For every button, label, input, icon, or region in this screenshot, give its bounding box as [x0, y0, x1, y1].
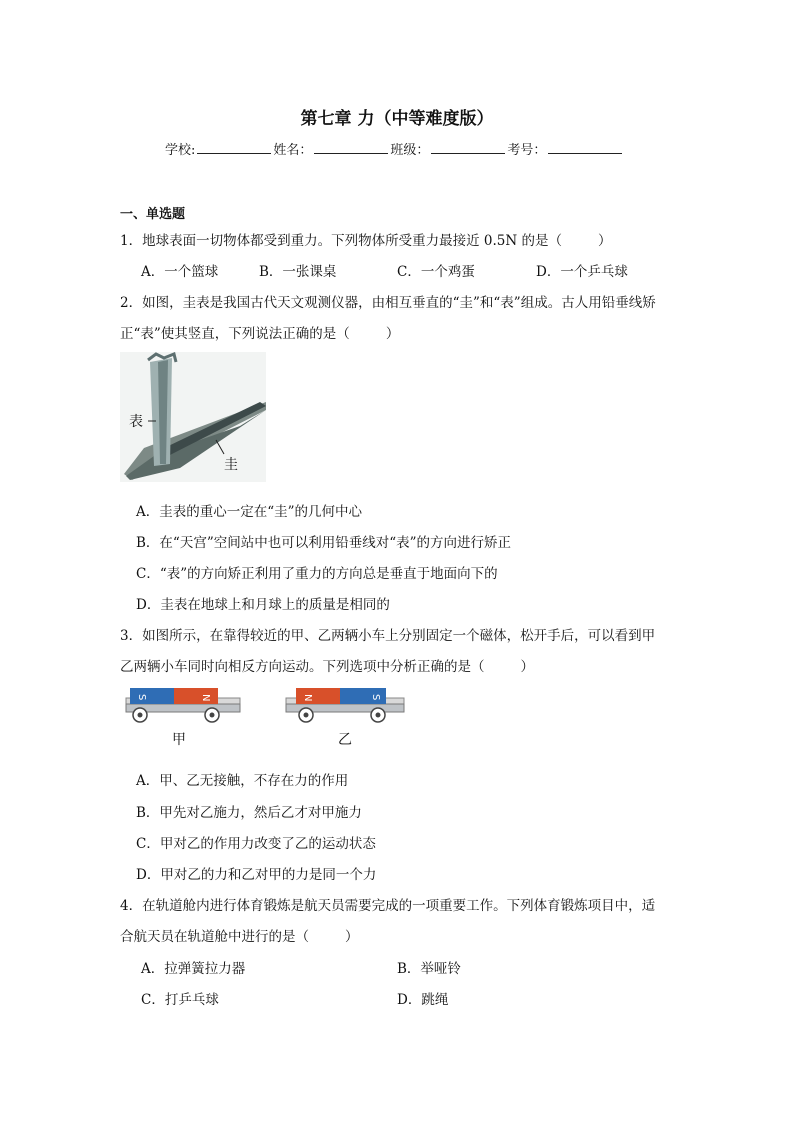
q2-option-a: A．圭表的重心一定在“圭”的几何中心 [136, 504, 363, 520]
cart-a [126, 688, 240, 748]
cart-b [286, 688, 404, 748]
school-blank [197, 141, 271, 154]
q3-stem-line1: 3．如图所示，在靠得较近的甲、乙两辆小车上分别固定一个磁体，松开手后，可以看到甲 [120, 628, 656, 644]
q3-stem-line2 [120, 655, 534, 675]
page-title: 第七章 力（中等难度版） [300, 109, 494, 129]
q3-stem-line2-text: 乙两辆小车同时向相反方向运动。下列选项中分析正确的是（ [120, 659, 485, 675]
cart-a-label: 甲 [172, 732, 186, 748]
biao-label: 表 [129, 414, 143, 430]
q4-stem-line1: 4．在轨道舱内进行体育锻炼是航天员需要完成的一项重要工作。下列体育锻炼项目中，适 [120, 898, 656, 914]
gui-label: 圭 [224, 457, 238, 473]
section-title: 一、单选题 [120, 207, 186, 222]
exam-no-blank [548, 141, 622, 154]
q4-option-c: C．打乒乓球 [141, 992, 219, 1008]
q3-close-paren: ） [520, 659, 534, 675]
q3-option-b: B．甲先对乙施力，然后乙才对甲施力 [136, 805, 362, 821]
q2-option-d: D．圭表在地球上和月球上的质量是相同的 [136, 597, 390, 613]
magnet-carts-figure [120, 684, 410, 750]
q4-option-b: B．举哑铃 [397, 961, 461, 977]
class-label: 班级： [390, 143, 430, 158]
q2-option-c: C．“表”的方向矫正利用了重力的方向总是垂直于地面向下的 [136, 566, 498, 582]
q2-close-paren: ） [385, 326, 400, 342]
q2-stem-line2 [120, 322, 399, 342]
q1-stem [120, 229, 611, 249]
q1-option-a: A．一个篮球 [141, 264, 219, 280]
q4-close-paren: ） [345, 929, 359, 945]
q3-option-d: D．甲对乙的力和乙对甲的力是同一个力 [136, 867, 377, 883]
q4-stem-line2 [120, 925, 359, 945]
guibiao-figure [120, 352, 266, 482]
q1-close-paren: ） [597, 233, 612, 249]
q4-option-a: A．拉弹簧拉力器 [141, 961, 246, 977]
q2-stem-line1: 2．如图，圭表是我国古代天文观测仪器，由相互垂直的“圭”和“表”组成。古人用铅垂线矫 [120, 295, 656, 311]
q4-option-d: D．跳绳 [397, 992, 449, 1008]
q1-stem-text: 1．地球表面一切物体都受到重力。下列物体所受重力最接近 0.5N 的是（ [120, 233, 562, 249]
q1-option-b: B．一张课桌 [259, 264, 337, 280]
header-fields [165, 139, 624, 158]
cart-a-pole-n: N [200, 694, 211, 702]
school-label: 学校: [165, 143, 196, 158]
q2-option-b: B．在“天宫”空间站中也可以利用铅垂线对“表”的方向进行矫正 [136, 535, 512, 551]
q1-option-c: C．一个鸡蛋 [397, 264, 475, 280]
q1-option-d: D．一个乒乓球 [536, 264, 628, 280]
cart-b-label: 乙 [338, 732, 352, 748]
q4-stem-line2-text: 合航天员在轨道舱中进行的是（ [120, 929, 309, 945]
cart-a-pole-s: S [136, 694, 147, 701]
name-label: 姓名： [273, 143, 313, 158]
q2-stem-line2-text: 正“表”使其竖直，下列说法正确的是（ [120, 326, 350, 342]
name-blank [314, 141, 388, 154]
class-blank [431, 141, 505, 154]
exam-no-label: 考号： [507, 143, 547, 158]
q3-option-a: A．甲、乙无接触，不存在力的作用 [136, 773, 349, 789]
cart-b-pole-s: S [370, 694, 381, 701]
cart-b-pole-n: N [302, 694, 313, 702]
q3-option-c: C．甲对乙的作用力改变了乙的运动状态 [136, 836, 376, 852]
